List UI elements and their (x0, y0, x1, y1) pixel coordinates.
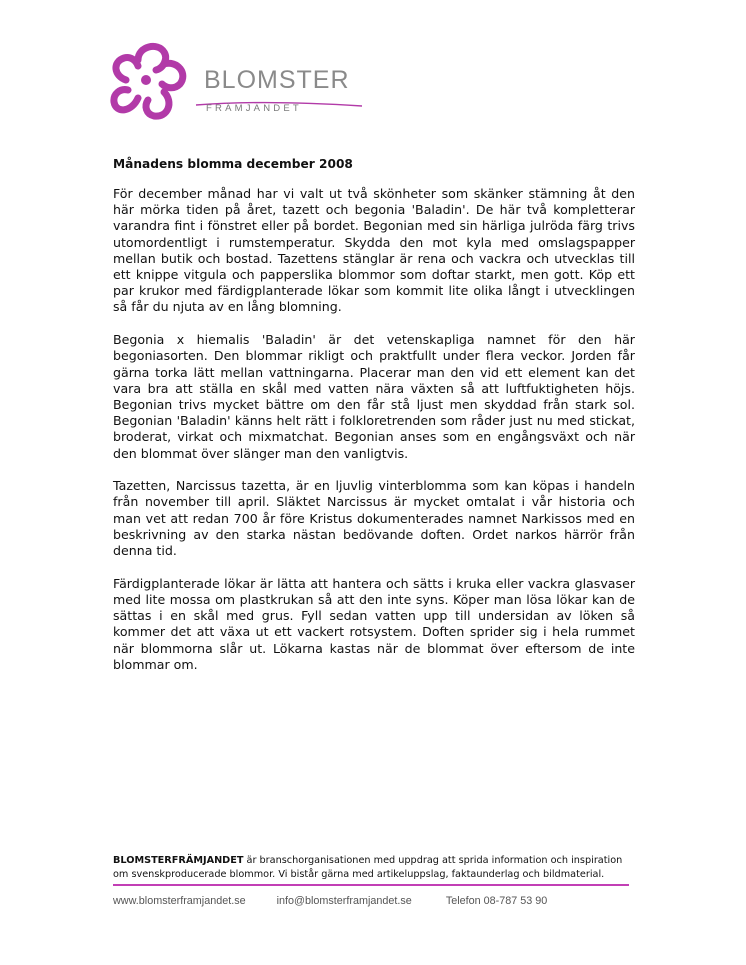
phone-number: Telefon 08-787 53 90 (445, 895, 548, 907)
article-paragraph: Färdigplanterade lökar är lätta att hantera och sätts i kruka eller vackra glasvaser med lite mossa om plastkrukan så att den inte syns. Köper man lösa lökar kan de sättas i en skål med grus. Fyll sedan vatten upp till undersidan av löken så kommer det att växa ut ett vackert rotsystem. Doften sprider sig i hela rummet när blommorna slår ut. Lökarna kastas när de blommat över eftersom de inte blommar om. (113, 575, 635, 672)
footer-org-text: är branschorganisationen med uppdrag att sprida information och inspiration om svenskproducerade blommor. Vi bistår gärna med artikeluppslag, faktaunderlag och bildmaterial. (113, 855, 623, 880)
blomsterframjandet-logo (108, 40, 368, 132)
logo-wordmark: BLOMSTER (204, 66, 350, 94)
flower-logo-icon (108, 40, 208, 132)
article (113, 156, 635, 689)
website-link[interactable]: www.blomsterframjandet.se (113, 895, 246, 907)
footer-contacts (113, 895, 547, 907)
logo-submark: FRÄMJANDET (206, 103, 302, 114)
footer-org-name: BLOMSTERFRÄMJANDET (113, 855, 244, 866)
footer (113, 854, 633, 886)
email-link[interactable]: info@blomsterframjandet.se (276, 895, 412, 907)
article-paragraph: Tazetten, Narcissus tazetta, är en ljuvlig vinterblomma som kan köpas i handeln från november till april. Släktet Narcissus är mycket omtalat i vår historia och man vet att redan 700 år före Kristus dokumenterades namnet Narkissos med en beskrivning av den starka nästan bedövande doften. Ordet narkos härrör från denna tid. (113, 478, 635, 559)
article-heading: Månadens blomma december 2008 (113, 157, 353, 171)
footer-org-description (113, 854, 633, 881)
article-paragraph: Begonia x hiemalis 'Baladin' är det vetenskapliga namnet för den här begoniasorten. Den blommar rikligt och praktfullt under flera veckor. Jorden får gärna torka lätt mellan vattningarna. Placerar man den vid ett element kan det vara bra att ställa en skål med vatten nära växten så att luftfuktigheten höjs. Begonian trivs mycket bättre om den får stå ljust men skyddad från stark sol. Begonian 'Baladin' känns helt rätt i folkloretrenden som råder just nu med stickat, broderat, virkat och mixmatchat. Begonian anses som en engångsväxt och när den blommat över slänger man den vanligtvis. (113, 332, 635, 461)
article-paragraph: För december månad har vi valt ut två skönheter som skänker stämning åt den här mörka tiden på året, tazett och begonia 'Baladin'. De här två kompletterar varandra fint i fönstret eller på bordet. Begonian med sin härliga julröda färg trivs utomordentligt i rumstemperatur. Skydda den mot kyla med omslagspapper mellan butik och bostad. Tazettens stänglar är rena och vackra och utvecklas till ett knippe vitgula och papperslika blommor som doftar starkt, men gott. Köp ett par krukor med färdigplanterade lökar som kommit lite olika långt i utvecklingen så får du njuta av en lång blomning. (113, 186, 635, 315)
footer-divider (113, 884, 629, 886)
